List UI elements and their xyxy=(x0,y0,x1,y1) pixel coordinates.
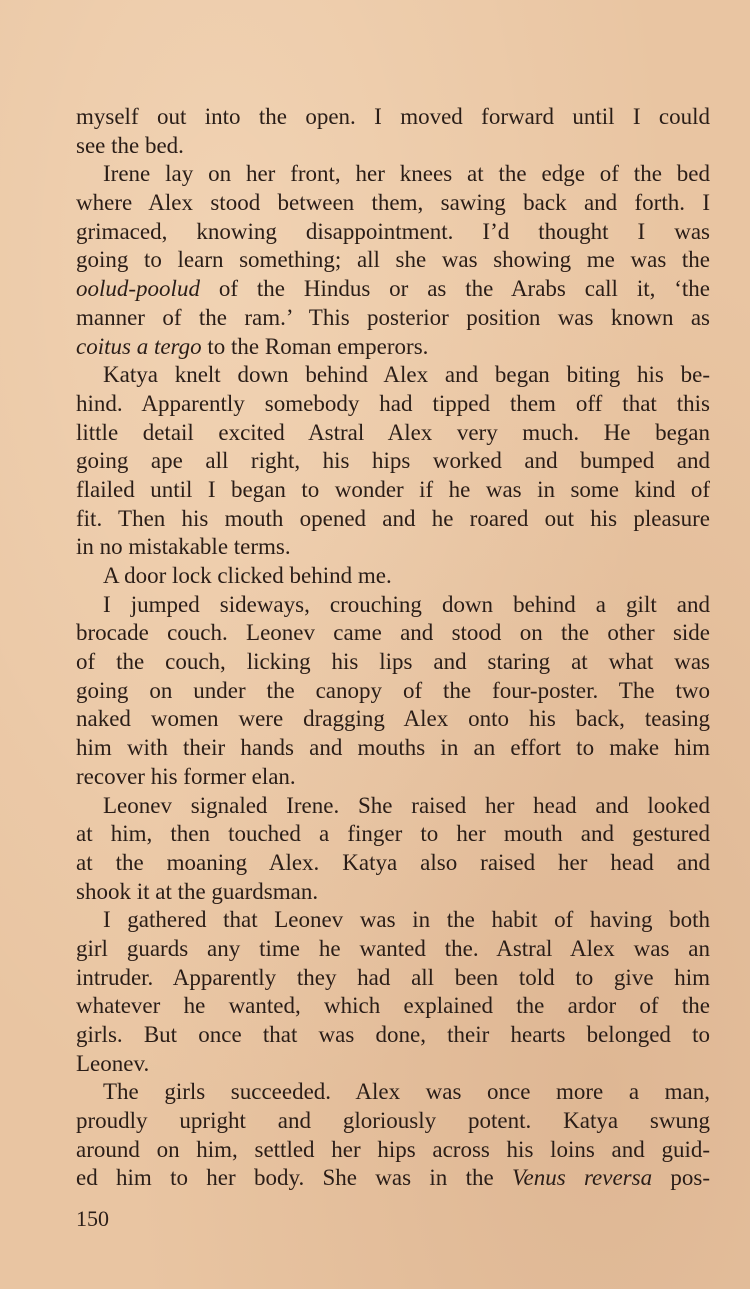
text-line xyxy=(76,705,710,734)
text-span: going to learn something; all she was showing me was the xyxy=(76,247,710,273)
text-span: whatever he wanted, which explained the ardor of the xyxy=(76,993,710,1019)
text-line xyxy=(76,505,710,534)
text-line xyxy=(76,275,710,304)
text-span: of the couch, licking his lips and staring at what was xyxy=(76,649,710,675)
text-line xyxy=(76,906,710,935)
text-span: The girls succeeded. Alex was once more a man, xyxy=(103,1079,710,1105)
text-span: to the Roman emperors. xyxy=(201,333,429,359)
text-line xyxy=(76,1021,710,1050)
text-line xyxy=(76,935,710,964)
text-line xyxy=(76,1136,710,1165)
text-span: Leonev. xyxy=(76,1050,150,1076)
text-span: fit. Then his mouth opened and he roared out his pleasure xyxy=(76,505,710,531)
text-span: going ape all right, his hips worked and bumped and xyxy=(76,448,710,474)
text-line xyxy=(76,820,710,849)
text-span: grimaced, knowing disappointment. I’d thought I was xyxy=(76,218,710,244)
text-line xyxy=(76,619,710,648)
text-span: little detail excited Astral Alex very much. He began xyxy=(76,419,710,445)
text-line xyxy=(76,1050,710,1079)
text-line xyxy=(76,1107,710,1136)
text-line xyxy=(76,1164,710,1193)
text-span: shook it at the guardsman. xyxy=(76,878,319,904)
text-span: manner of the ram.’ This posterior position was known as xyxy=(76,304,710,330)
text-line xyxy=(76,419,710,448)
text-span: where Alex stood between them, sawing back and forth. I xyxy=(76,190,710,216)
text-span: girls. But once that was done, their hearts belonged to xyxy=(76,1022,710,1047)
text-line xyxy=(76,964,710,993)
text-span: around on him, settled her hips across his loins and guid- xyxy=(76,1136,710,1162)
text-span: Irene lay on her front, her knees at the edge of the bed xyxy=(103,161,710,187)
text-span: see the bed. xyxy=(76,132,184,158)
text-span: going on under the canopy of the four-poster. The two xyxy=(76,677,710,703)
text-line xyxy=(76,304,710,333)
text-line xyxy=(76,390,710,419)
text-span: Katya knelt down behind Alex and began biting his be- xyxy=(103,362,710,388)
text-line xyxy=(76,189,710,218)
text-span: naked women were dragging Alex onto his back, teasing xyxy=(76,706,710,732)
text-span: flailed until I began to wonder if he was in some kind of xyxy=(76,476,710,502)
text-line xyxy=(76,132,710,161)
text-line xyxy=(76,218,710,247)
text-span: pos- xyxy=(652,1165,710,1191)
page-number: 150 xyxy=(76,1206,109,1231)
text-span: I jumped sideways, crouching down behind a gilt and xyxy=(103,591,710,617)
text-span: him with their hands and mouths in an effort to make him xyxy=(76,735,710,761)
text-span: of the Hindus or as the Arabs call it, ‘the xyxy=(199,276,710,302)
text-line xyxy=(76,533,710,562)
text-span: at him, then touched a finger to her mouth and gestured xyxy=(76,821,710,847)
text-line xyxy=(76,792,710,821)
text-line xyxy=(76,763,710,792)
text-span: Leonev signaled Irene. She raised her head and looked xyxy=(103,792,710,818)
text-line xyxy=(76,648,710,677)
text-span: brocade couch. Leonev came and stood on the other side xyxy=(76,620,710,646)
text-span: A door lock clicked behind me. xyxy=(103,563,392,588)
text-line xyxy=(76,562,710,591)
text-span: recover his former elan. xyxy=(76,763,296,789)
italic-text: Venus reversa xyxy=(511,1165,653,1191)
text-line xyxy=(76,476,710,505)
text-line xyxy=(76,734,710,763)
italic-text: oolud-poolud xyxy=(76,276,200,302)
text-span: at the moaning Alex. Katya also raised her head and xyxy=(76,849,710,875)
text-span: in no mistakable terms. xyxy=(76,534,291,560)
text-span: hind. Apparently somebody had tipped them off that this xyxy=(76,390,710,416)
text-line xyxy=(76,677,710,706)
text-line xyxy=(76,103,710,132)
text-line xyxy=(76,246,710,275)
text-span: intruder. Apparently they had all been told to give him xyxy=(76,964,710,990)
text-span: girl guards any time he wanted the. Astral Alex was an xyxy=(76,935,710,961)
text-line xyxy=(76,849,710,878)
page-body xyxy=(76,103,710,1193)
text-span: ed him to her body. She was in the xyxy=(76,1165,512,1191)
text-line xyxy=(76,591,710,620)
text-line xyxy=(76,361,710,390)
text-span: proudly upright and gloriously potent. Katya swung xyxy=(76,1108,710,1134)
text-line xyxy=(76,878,710,907)
text-span: myself out into the open. I moved forward until I could xyxy=(76,104,710,129)
text-line xyxy=(76,447,710,476)
text-span: I gathered that Leonev was in the habit of having both xyxy=(103,907,710,933)
text-line xyxy=(76,333,710,362)
italic-text: coitus a tergo xyxy=(76,333,202,359)
text-line xyxy=(76,1078,710,1107)
text-line xyxy=(76,992,710,1021)
text-line xyxy=(76,160,710,189)
